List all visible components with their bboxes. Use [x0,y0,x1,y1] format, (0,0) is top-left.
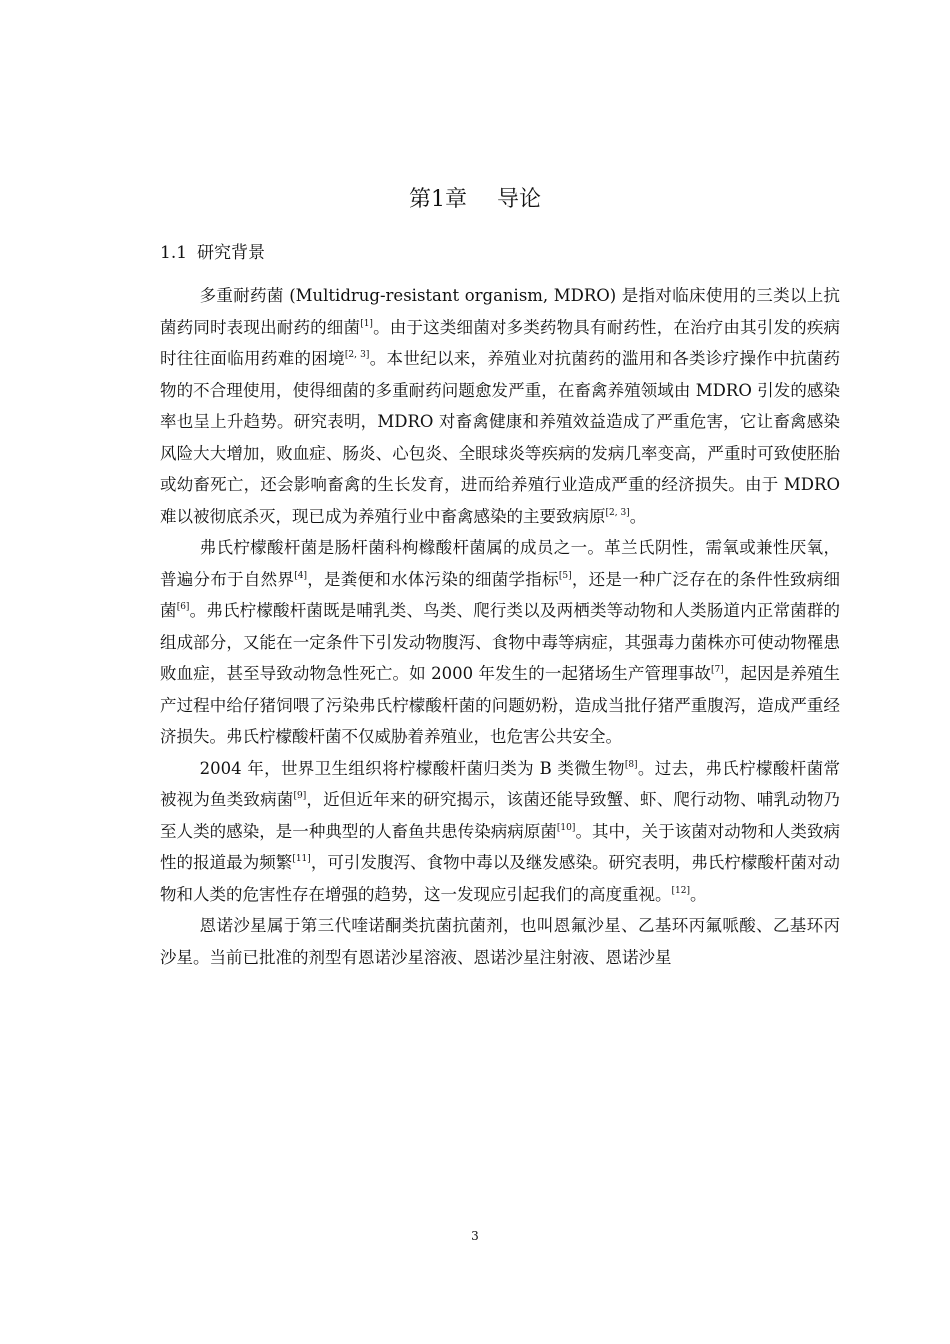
chapter-number: 第1章 [408,187,467,212]
paragraph-text: 。由于这类细菌对多类药物具有耐药性，在治疗由其引发的疾病时往往面临用药难的困境 [160,317,841,368]
paragraph-text: 。本世纪以来，养殖业对抗菌药的滥用和各类诊疗操作中抗菌药物的不合理使用，使得细菌的多重耐药问题愈发严重，在畜禽养殖领域由 MDRO 引发的感染率也呈上升趋势。研究表明，MDRO 对畜禽健康和养殖效益造成了严重危害，它让畜禽感染风险大大增加，败血症、肠炎、心包炎、全眼球炎等疾病的发病几率变高，严重时可致使胚胎或幼畜死亡，还会影响畜禽的生长发育，进而给养殖行业造成严重的经济损失。由于 MDRO 难以被彻底杀灭，现已成为养殖行业中畜禽感染的主要致病原 [160,349,841,526]
paragraph-text: 弗氏柠檬酸杆菌是肠杆菌科枸橼酸杆菌属的成员之一。革兰氏阴性，需氧或兼性厌氧，普遍分布于自然界 [160,538,840,589]
citation-marker: [12] [671,885,690,896]
citation-marker: [2, 3] [344,350,370,360]
citation-marker: [9] [293,791,307,801]
paragraph-text: 。过去，弗氏柠檬酸杆菌常被视为鱼类致病菌 [160,758,840,809]
paragraph-text: 。弗氏柠檬酸杆菌既是哺乳类、鸟类、爬行类以及两栖类等动物和人类肠道内正常菌群的组成部分，又能在一定条件下引发动物腹泻、食物中毒等病症，其强毒力菌株亦可使动物罹患败血症，甚至导致动物急性死亡。如 2000 年发生的一起猪场生产管理事故 [160,601,841,683]
paragraph-text: ，可引发腹泻、食物中毒以及继发感染。研究表明，弗氏柠檬酸杆菌对动物和人类的危害性存在增强的趋势，这一发现应引起我们的高度重视。 [160,853,841,904]
body-paragraph [160,910,840,973]
page-number: 3 [471,1229,479,1243]
chapter-title [0,182,950,213]
citation-marker: [5] [558,570,572,581]
paragraph-text: ，是粪便和水体污染的细菌学指标 [306,569,559,589]
body-text [160,280,840,973]
body-paragraph [160,280,840,532]
paragraph-text: ，起因是养殖生产过程中给仔猪饲喂了污染弗氏柠檬酸杆菌的问题奶粉，造成当批仔猪严重腹泻，造成严重经济损失。弗氏柠檬酸杆菌不仅威胁着养殖业，也危害公共安全。 [160,664,840,746]
paragraph-text: ，还是一种广泛存在的条件性致病细菌 [160,569,841,620]
body-paragraph [160,753,840,911]
section-number: 1.1 [160,243,188,263]
section-heading [160,238,265,263]
section-title-text: 研究背景 [197,243,266,263]
paragraph-text: 。 [689,884,707,904]
citation-marker: [11] [292,854,311,864]
paragraph-text: 。其中，关于该菌对动物和人类致病性的报道最为频繁 [160,821,841,872]
citation-marker: [6] [176,602,190,612]
paragraph-text: 多重耐药菌 (Multidrug-resistant organism, MDRO) 是指对临床使用的三类以上抗菌药同时表现出耐药的细菌 [160,286,840,337]
paragraph-text: ，近但近年来的研究揭示，该菌还能导致蟹、虾、爬行动物、哺乳动物乃至人类的感染，是一种典型的人畜鱼共患传染病病原菌 [160,790,841,841]
citation-marker: [7] [710,665,724,675]
citation-marker: [8] [624,759,638,770]
citation-marker: [4] [294,570,307,581]
citation-marker: [1] [360,318,373,329]
citation-marker: [10] [556,822,576,833]
chapter-title-text: 导论 [496,187,541,212]
body-paragraph [160,532,840,753]
paragraph-text: 。 [629,506,647,526]
citation-marker: [2, 3] [605,507,630,518]
paragraph-text: 恩诺沙星属于第三代喹诺酮类抗菌抗菌剂，也叫恩氟沙星、乙基环丙氟哌酸、乙基环丙沙星。当前已批准的剂型有恩诺沙星溶液、恩诺沙星注射液、恩诺沙星 [160,916,840,967]
paragraph-text: 2004 年，世界卫生组织将柠檬酸杆菌归类为 B 类微生物 [199,758,625,778]
